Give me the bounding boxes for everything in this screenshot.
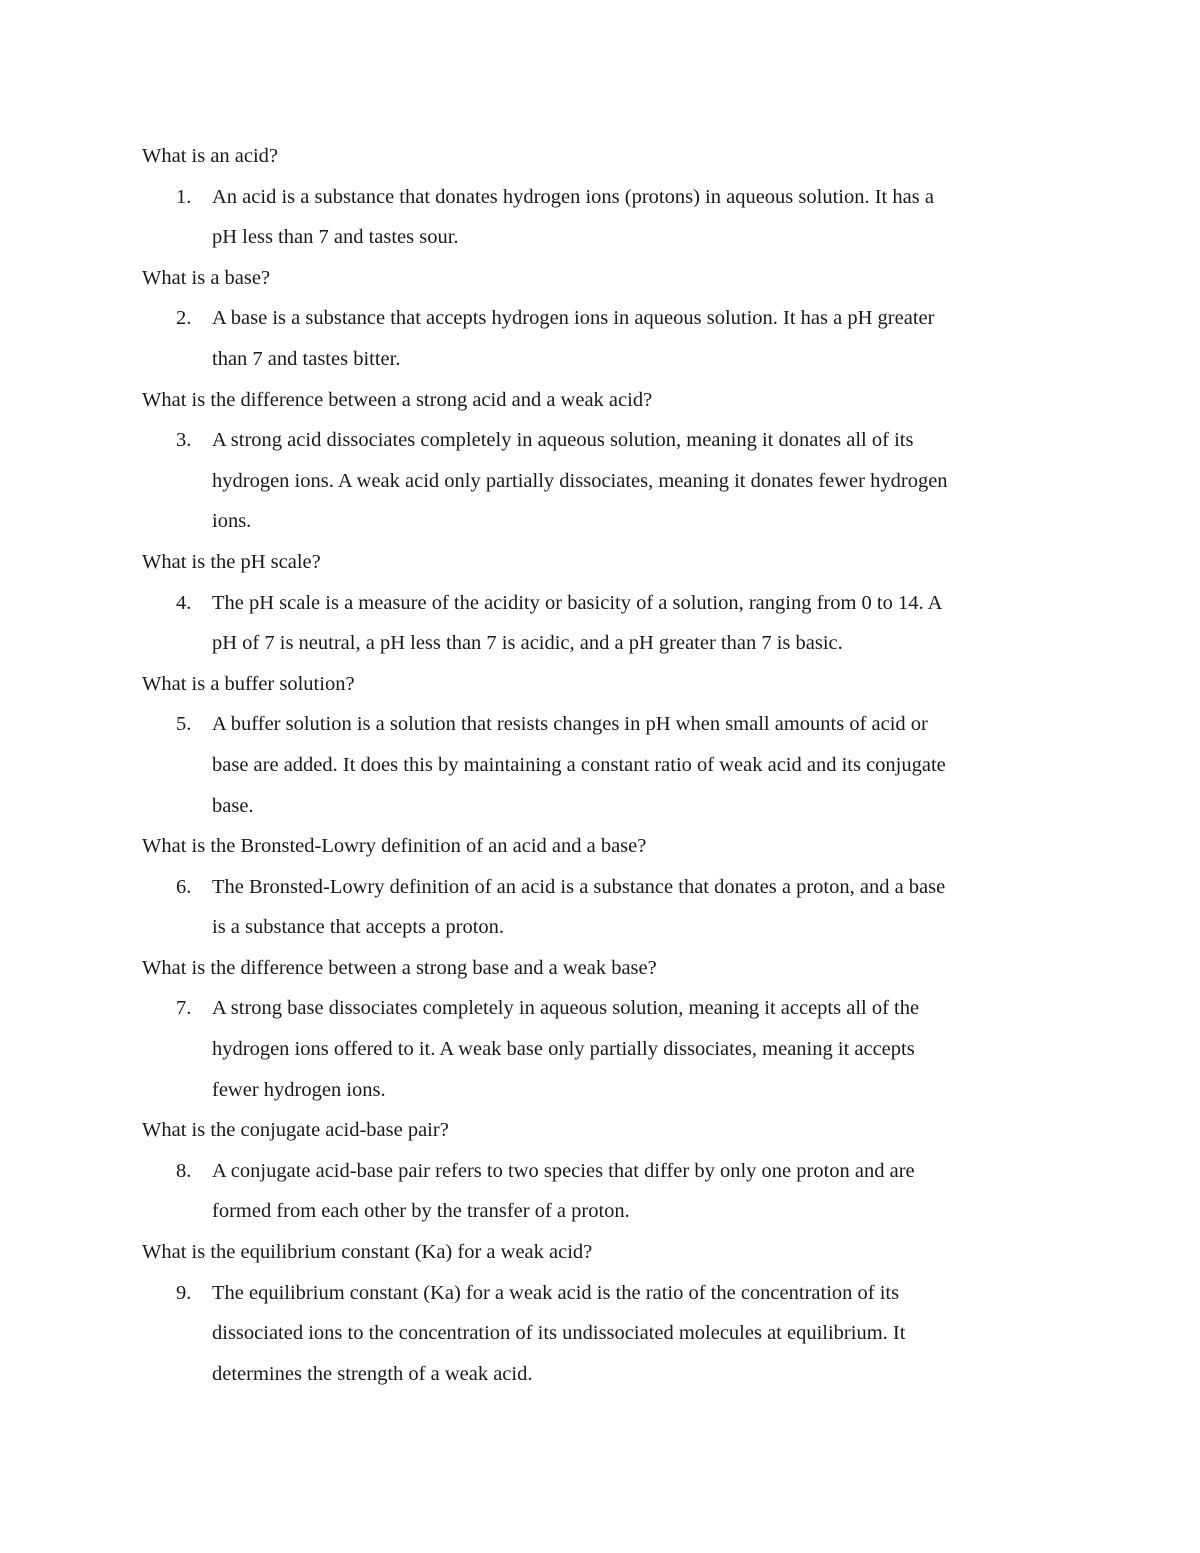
- answer: [142, 583, 1062, 664]
- answer-line: determines the strength of a weak acid.: [212, 1362, 533, 1385]
- answer-text: [212, 583, 1062, 664]
- answer-line: A base is a substance that accepts hydrogen ions in aqueous solution. It has a pH greater: [212, 307, 935, 330]
- answer-line: pH of 7 is neutral, a pH less than 7 is acidic, and a pH greater than 7 is basic.: [212, 632, 843, 655]
- qa-item: [142, 380, 1062, 542]
- answer-text: [212, 1273, 1062, 1395]
- answer-number: 3.: [176, 429, 192, 452]
- question-text: What is the Bronsted-Lowry definition of an acid and a base?: [142, 835, 647, 858]
- answer-number: 1.: [176, 185, 192, 208]
- question-text: What is the difference between a strong acid and a weak acid?: [142, 388, 653, 411]
- answer: [142, 1273, 1062, 1395]
- question-text: What is a base?: [142, 266, 271, 289]
- qa-item: [142, 542, 1062, 664]
- answer-line: A strong acid dissociates completely in aqueous solution, meaning it donates all of its: [212, 429, 914, 452]
- answer-line: base are added. It does this by maintaining a constant ratio of weak acid and its conjugate: [212, 753, 946, 776]
- qa-item: [142, 1232, 1062, 1394]
- question-text: What is the pH scale?: [142, 550, 321, 573]
- question-text: What is an acid?: [142, 145, 279, 167]
- answer-line: dissociated ions to the concentration of its undissociated molecules at equilibrium. It: [212, 1322, 906, 1345]
- answer-line: ions.: [212, 510, 252, 533]
- question-text: What is the difference between a strong base and a weak base?: [142, 956, 657, 979]
- question-text: What is the equilibrium constant (Ka) for a weak acid?: [142, 1241, 593, 1264]
- qa-list: [142, 136, 1062, 1394]
- answer-line: The Bronsted-Lowry definition of an acid is a substance that donates a proton, and a base: [212, 875, 946, 898]
- answer: [142, 177, 1062, 258]
- answer-line: A strong base dissociates completely in aqueous solution, meaning it accepts all of the: [212, 997, 920, 1020]
- answer-line: formed from each other by the transfer of a proton.: [212, 1200, 630, 1223]
- answer-line: base.: [212, 794, 254, 817]
- answer-line: The equilibrium constant (Ka) for a weak acid is the ratio of the concentration of its: [212, 1281, 900, 1304]
- answer-number: 7.: [176, 997, 192, 1020]
- answer-number: 4.: [176, 591, 192, 614]
- answer-line: is a substance that accepts a proton.: [212, 916, 505, 939]
- answer-line: A buffer solution is a solution that resists changes in pH when small amounts of acid or: [212, 713, 928, 736]
- answer-text: [212, 298, 1062, 379]
- answer-line: hydrogen ions. A weak acid only partially dissociates, meaning it donates fewer hydrogen: [212, 469, 948, 492]
- answer-text: [212, 1151, 1062, 1232]
- qa-item: [142, 1110, 1062, 1232]
- answer: [142, 1151, 1062, 1232]
- answer-line: pH less than 7 and tastes sour.: [212, 226, 459, 249]
- qa-item: [142, 664, 1062, 826]
- answer: [142, 704, 1062, 826]
- answer: [142, 420, 1062, 542]
- answer-text: [212, 704, 1062, 826]
- answer-line: An acid is a substance that donates hydrogen ions (protons) in aqueous solution. It has a: [212, 185, 934, 208]
- answer-text: [212, 988, 1062, 1110]
- qa-item: [142, 826, 1062, 948]
- answer-line: hydrogen ions offered to it. A weak base only partially dissociates, meaning it accepts: [212, 1038, 915, 1061]
- answer-line: A conjugate acid-base pair refers to two species that differ by only one proton and are: [212, 1159, 915, 1182]
- answer-line: than 7 and tastes bitter.: [212, 347, 401, 370]
- answer-line: fewer hydrogen ions.: [212, 1078, 386, 1101]
- question-text: What is the conjugate acid-base pair?: [142, 1119, 449, 1142]
- answer: [142, 867, 1062, 948]
- qa-item: [142, 258, 1062, 380]
- answer-line: The pH scale is a measure of the acidity or basicity of a solution, ranging from 0 to 14. A: [212, 591, 943, 614]
- answer: [142, 298, 1062, 379]
- qa-item: [142, 136, 1062, 258]
- answer-number: 6.: [176, 875, 192, 898]
- answer-number: 8.: [176, 1159, 192, 1182]
- answer: [142, 988, 1062, 1110]
- question-text: What is a buffer solution?: [142, 672, 355, 695]
- answer-number: 2.: [176, 307, 192, 330]
- answer-text: [212, 420, 1062, 542]
- answer-text: [212, 867, 1062, 948]
- qa-item: [142, 948, 1062, 1110]
- answer-text: [212, 177, 1062, 258]
- answer-number: 5.: [176, 713, 192, 736]
- answer-number: 9.: [176, 1281, 192, 1304]
